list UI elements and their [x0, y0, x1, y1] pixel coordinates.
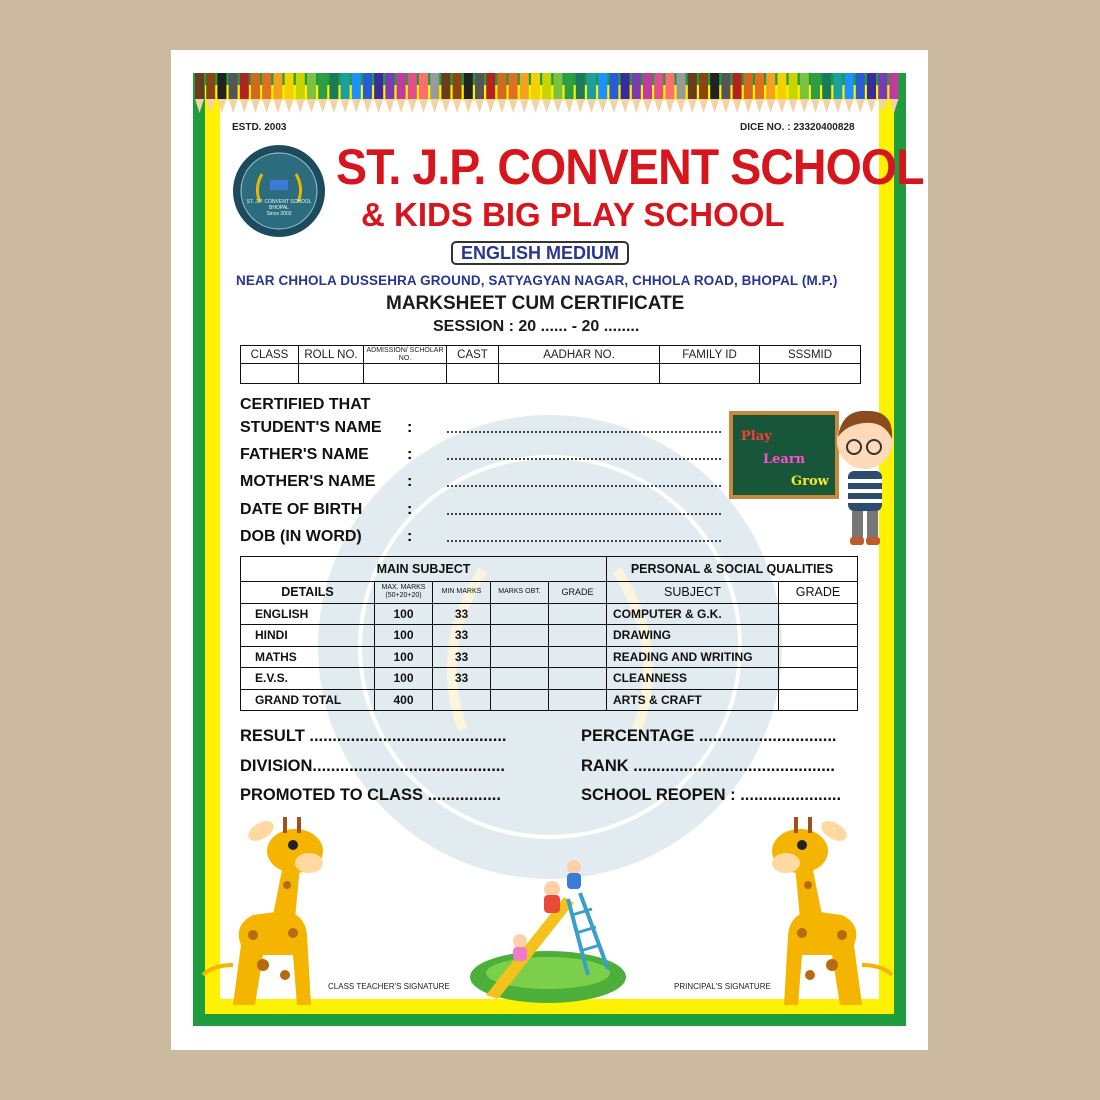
pencil-body: [251, 73, 260, 99]
dob-field[interactable]: [447, 513, 721, 515]
marks-obtained-cell[interactable]: [491, 625, 549, 647]
pencil-tip: [643, 99, 652, 113]
pencil-tip: [285, 99, 294, 113]
pencil-body: [374, 73, 383, 99]
marks-obtained-cell[interactable]: [491, 668, 549, 690]
grade-cell[interactable]: [549, 603, 607, 625]
pencil-tip: [509, 99, 518, 113]
min-marks: 33: [433, 668, 491, 690]
pencil-tip: [632, 99, 641, 113]
table-row: [241, 603, 858, 625]
school-name: ST. J.P. CONVENT SCHOOL: [336, 139, 924, 195]
pencil-tip: [374, 99, 383, 113]
info-table-header: [241, 346, 861, 364]
pencil-tip: [878, 99, 887, 113]
result-field[interactable]: RESULT ...........................................: [240, 727, 507, 745]
pencil-body: [643, 73, 652, 99]
pencil-body: [542, 73, 551, 99]
pencil-tip: [240, 99, 249, 113]
pencil-tip: [352, 99, 361, 113]
quality-name: READING AND WRITING: [607, 646, 779, 668]
marks-obtained-cell[interactable]: [491, 646, 549, 668]
pencil-body: [441, 73, 450, 99]
pencil-tip: [845, 99, 854, 113]
pencil-body: [509, 73, 518, 99]
student-info-table: [240, 345, 861, 384]
pencil-tip: [598, 99, 607, 113]
pencil-tip: [800, 99, 809, 113]
pencil-body: [520, 73, 529, 99]
pencil-body: [296, 73, 305, 99]
table-row: [241, 689, 858, 711]
father-name-label: FATHER'S NAME: [240, 446, 369, 463]
min-marks: 33: [433, 646, 491, 668]
table-row: [241, 668, 858, 690]
details-header: DETAILS: [241, 582, 375, 604]
subject-name: MATHS: [241, 646, 375, 668]
cast-cell[interactable]: [447, 364, 499, 384]
pencil-body: [352, 73, 361, 99]
grade-cell[interactable]: [549, 689, 607, 711]
pencil-tip: [531, 99, 540, 113]
giraffe-right-illustration: [732, 815, 902, 1010]
pencil-tip: [856, 99, 865, 113]
pencil-tip: [363, 99, 372, 113]
colon: :: [407, 446, 413, 463]
pencil-body: [397, 73, 406, 99]
pencil-body: [621, 73, 630, 99]
pencil-body: [777, 73, 786, 99]
giraffe-left-illustration: [193, 815, 363, 1010]
pencil-tip: [553, 99, 562, 113]
dob-words-field[interactable]: [447, 540, 721, 542]
dice-number: DICE NO. : 23320400828: [740, 122, 855, 133]
pencil-body: [363, 73, 372, 99]
aadhar-no-cell[interactable]: [499, 364, 660, 384]
pencil-tip: [565, 99, 574, 113]
col-sssmid: SSSMID: [760, 346, 861, 364]
max-marks-header: MAX. MARKS (50+20+20): [375, 582, 433, 604]
pencil-body: [598, 73, 607, 99]
col-family-id: FAMILY ID: [660, 346, 760, 364]
grade-cell[interactable]: [549, 625, 607, 647]
pencil-tip: [889, 99, 898, 113]
pencil-tip: [833, 99, 842, 113]
pencil-body: [811, 73, 820, 99]
marks-obtained-header: MARKS OBT.: [491, 582, 549, 604]
pencil-tip: [408, 99, 417, 113]
school-subtitle: & KIDS BIG PLAY SCHOOL: [361, 196, 785, 233]
pencil-tip: [229, 99, 238, 113]
pencil-tip: [419, 99, 428, 113]
pencil-body: [789, 73, 798, 99]
grade-header: GRADE: [549, 582, 607, 604]
quality-grade-cell[interactable]: [779, 668, 858, 690]
pencil-tip: [576, 99, 585, 113]
pencil-body: [878, 73, 887, 99]
colon: :: [407, 473, 413, 490]
pencil-tip: [251, 99, 260, 113]
col-class: CLASS: [241, 346, 299, 364]
pencil-tip: [430, 99, 439, 113]
pencil-tip: [867, 99, 876, 113]
kids-slide-illustration: [468, 855, 638, 1005]
min-marks: 33: [433, 625, 491, 647]
pencil-tip: [789, 99, 798, 113]
pencil-tip: [587, 99, 596, 113]
pencil-tip: [318, 99, 327, 113]
pencil-tip: [296, 99, 305, 113]
pencil-body: [475, 73, 484, 99]
division-field[interactable]: DIVISION..........................................: [240, 757, 505, 775]
pencil-tip: [621, 99, 630, 113]
pencil-body: [609, 73, 618, 99]
logo-city: BHOPAL: [269, 205, 289, 211]
principal-signature[interactable]: PRINCIPAL'S SIGNATURE: [674, 982, 771, 991]
pencil-body: [744, 73, 753, 99]
roll-no-cell[interactable]: [299, 364, 364, 384]
play-learn-grow-board: [729, 411, 839, 499]
established-year: ESTD. 2003: [232, 122, 287, 133]
family-id-cell[interactable]: [660, 364, 760, 384]
colon: :: [407, 419, 413, 436]
col-cast: CAST: [447, 346, 499, 364]
pencil-tip: [609, 99, 618, 113]
medium-badge: ENGLISH MEDIUM: [451, 241, 629, 265]
pencil-tip: [766, 99, 775, 113]
pencil-tip: [811, 99, 820, 113]
pencil-tip: [777, 99, 786, 113]
pencil-body: [341, 73, 350, 99]
pencil-body: [217, 73, 226, 99]
colon: :: [407, 528, 413, 545]
colon: :: [407, 501, 413, 518]
pencil-tip: [688, 99, 697, 113]
pencil-tip: [744, 99, 753, 113]
pencil-tip: [453, 99, 462, 113]
min-marks: [433, 689, 491, 711]
pencil-body: [285, 73, 294, 99]
dob-label: DATE OF BIRTH: [240, 501, 363, 518]
session: SESSION : 20 ...... - 20 ........: [433, 318, 640, 335]
pencil-body: [307, 73, 316, 99]
pencil-body: [822, 73, 831, 99]
pencil-tip: [677, 99, 686, 113]
info-table-entry-row: [241, 364, 861, 384]
pencil-body: [262, 73, 271, 99]
mother-name-field[interactable]: [447, 485, 721, 487]
pencil-tip: [822, 99, 831, 113]
class-teacher-signature[interactable]: CLASS TEACHER'S SIGNATURE: [328, 982, 450, 991]
pencil-body: [195, 73, 204, 99]
pencil-tip: [475, 99, 484, 113]
pencil-body: [654, 73, 663, 99]
pencil-tip: [397, 99, 406, 113]
rank-field[interactable]: RANK ............................................: [581, 757, 835, 775]
pencil-tip: [307, 99, 316, 113]
dob-words-label: DOB (IN WORD): [240, 528, 362, 545]
pencil-tip: [497, 99, 506, 113]
col-roll-no: ROLL NO.: [299, 346, 364, 364]
max-marks: 100: [375, 646, 433, 668]
pencil-tip: [665, 99, 674, 113]
max-marks: 100: [375, 603, 433, 625]
subject-name: E.V.S.: [241, 668, 375, 690]
pencil-body: [800, 73, 809, 99]
grand-total-max: 400: [375, 689, 433, 711]
pencil-tip: [441, 99, 450, 113]
personal-qualities-header: PERSONAL & SOCIAL QUALITIES: [607, 557, 858, 582]
pencil-tip: [341, 99, 350, 113]
marks-obtained-cell[interactable]: [491, 689, 549, 711]
max-marks: 100: [375, 625, 433, 647]
pencil-tip: [654, 99, 663, 113]
pencil-tip: [755, 99, 764, 113]
father-name-field[interactable]: [447, 458, 721, 460]
quality-name: CLEANNESS: [607, 668, 779, 690]
pencil-body: [229, 73, 238, 99]
cartoon-boy-illustration: [832, 403, 898, 549]
min-marks-header: MIN MARKS: [433, 582, 491, 604]
pencil-tip: [520, 99, 529, 113]
col-admission-no: ADMISSION/ SCHOLAR NO.: [364, 346, 447, 364]
pencil-tip: [542, 99, 551, 113]
pencil-body: [329, 73, 338, 99]
pencil-tip: [217, 99, 226, 113]
pencil-body: [766, 73, 775, 99]
school-logo: [232, 144, 326, 238]
board-grow: Grow: [791, 474, 829, 489]
pencil-body: [856, 73, 865, 99]
pencil-body: [677, 73, 686, 99]
pencil-body: [867, 73, 876, 99]
pencil-tip: [273, 99, 282, 113]
marks-table: [240, 556, 858, 711]
pencil-body: [845, 73, 854, 99]
school-address: NEAR CHHOLA DUSSEHRA GROUND, SATYAGYAN NAGAR, CHHOLA ROAD, BHOPAL (M.P.): [236, 273, 838, 288]
mother-name-label: MOTHER'S NAME: [240, 473, 376, 490]
max-marks: 100: [375, 668, 433, 690]
pencil-tip: [486, 99, 495, 113]
quality-grade-cell[interactable]: [779, 646, 858, 668]
marks-obtained-cell[interactable]: [491, 603, 549, 625]
subject-header: SUBJECT: [607, 582, 779, 604]
class-cell[interactable]: [241, 364, 299, 384]
promoted-to-class-field[interactable]: PROMOTED TO CLASS ................: [240, 786, 501, 804]
pencil-body: [632, 73, 641, 99]
pencil-body: [385, 73, 394, 99]
min-marks: 33: [433, 603, 491, 625]
logo-since: Since 2003: [266, 211, 292, 217]
subject-name: ENGLISH: [241, 603, 375, 625]
board-play: Play: [741, 429, 772, 444]
pencil-body: [531, 73, 540, 99]
pencil-tip: [464, 99, 473, 113]
pencil-tip: [699, 99, 708, 113]
pencil-body: [453, 73, 462, 99]
grade-cell[interactable]: [549, 646, 607, 668]
quality-name: DRAWING: [607, 625, 779, 647]
pencil-body: [755, 73, 764, 99]
pencil-body: [430, 73, 439, 99]
quality-grade-cell[interactable]: [779, 603, 858, 625]
pencil-body: [833, 73, 842, 99]
admission-no-cell[interactable]: [364, 364, 447, 384]
pencil-tip: [721, 99, 730, 113]
pencil-body: [497, 73, 506, 99]
grade-cell[interactable]: [549, 668, 607, 690]
pencil-body: [889, 73, 898, 99]
pencil-body: [318, 73, 327, 99]
quality-name: ARTS & CRAFT: [607, 689, 779, 711]
pencil-body: [419, 73, 428, 99]
quality-name: COMPUTER & G.K.: [607, 603, 779, 625]
pencil-border-decoration: [193, 73, 906, 119]
pencil-body: [408, 73, 417, 99]
quality-grade-cell[interactable]: [779, 689, 858, 711]
student-name-field[interactable]: [447, 431, 721, 433]
school-reopen-field[interactable]: SCHOOL REOPEN : ......................: [581, 786, 842, 804]
grand-total-label: GRAND TOTAL: [241, 689, 375, 711]
percentage-field[interactable]: PERCENTAGE ..............................: [581, 727, 837, 745]
pencil-tip: [329, 99, 338, 113]
pencil-body: [553, 73, 562, 99]
pencil-body: [587, 73, 596, 99]
pencil-tip: [733, 99, 742, 113]
col-aadhar-no: AADHAR NO.: [499, 346, 660, 364]
pencil-tip: [385, 99, 394, 113]
pencil-body: [576, 73, 585, 99]
table-row: [241, 646, 858, 668]
pencil-body: [733, 73, 742, 99]
certified-that: CERTIFIED THAT: [240, 396, 371, 413]
pencil-body: [710, 73, 719, 99]
document-title: MARKSHEET CUM CERTIFICATE: [386, 293, 685, 314]
quality-grade-cell[interactable]: [779, 625, 858, 647]
pencil-tip: [710, 99, 719, 113]
pencil-tip: [262, 99, 271, 113]
quality-grade-header: GRADE: [779, 582, 858, 604]
pencil-body: [565, 73, 574, 99]
pencil-body: [688, 73, 697, 99]
pencil-body: [665, 73, 674, 99]
main-subject-header: MAIN SUBJECT: [241, 557, 607, 582]
pencil-body: [721, 73, 730, 99]
pencil-body: [464, 73, 473, 99]
sssmid-cell[interactable]: [760, 364, 861, 384]
pencil-tip: [206, 99, 215, 113]
pencil-body: [273, 73, 282, 99]
logo-text: ST. J.P. CONVENT SCHOOL: [246, 199, 312, 205]
board-learn: Learn: [763, 452, 806, 467]
table-row: [241, 625, 858, 647]
pencil-body: [486, 73, 495, 99]
pencil-body: [240, 73, 249, 99]
pencil-tip: [195, 99, 204, 113]
pencil-body: [699, 73, 708, 99]
pencil-body: [206, 73, 215, 99]
student-name-label: STUDENT'S NAME: [240, 419, 382, 436]
subject-name: HINDI: [241, 625, 375, 647]
